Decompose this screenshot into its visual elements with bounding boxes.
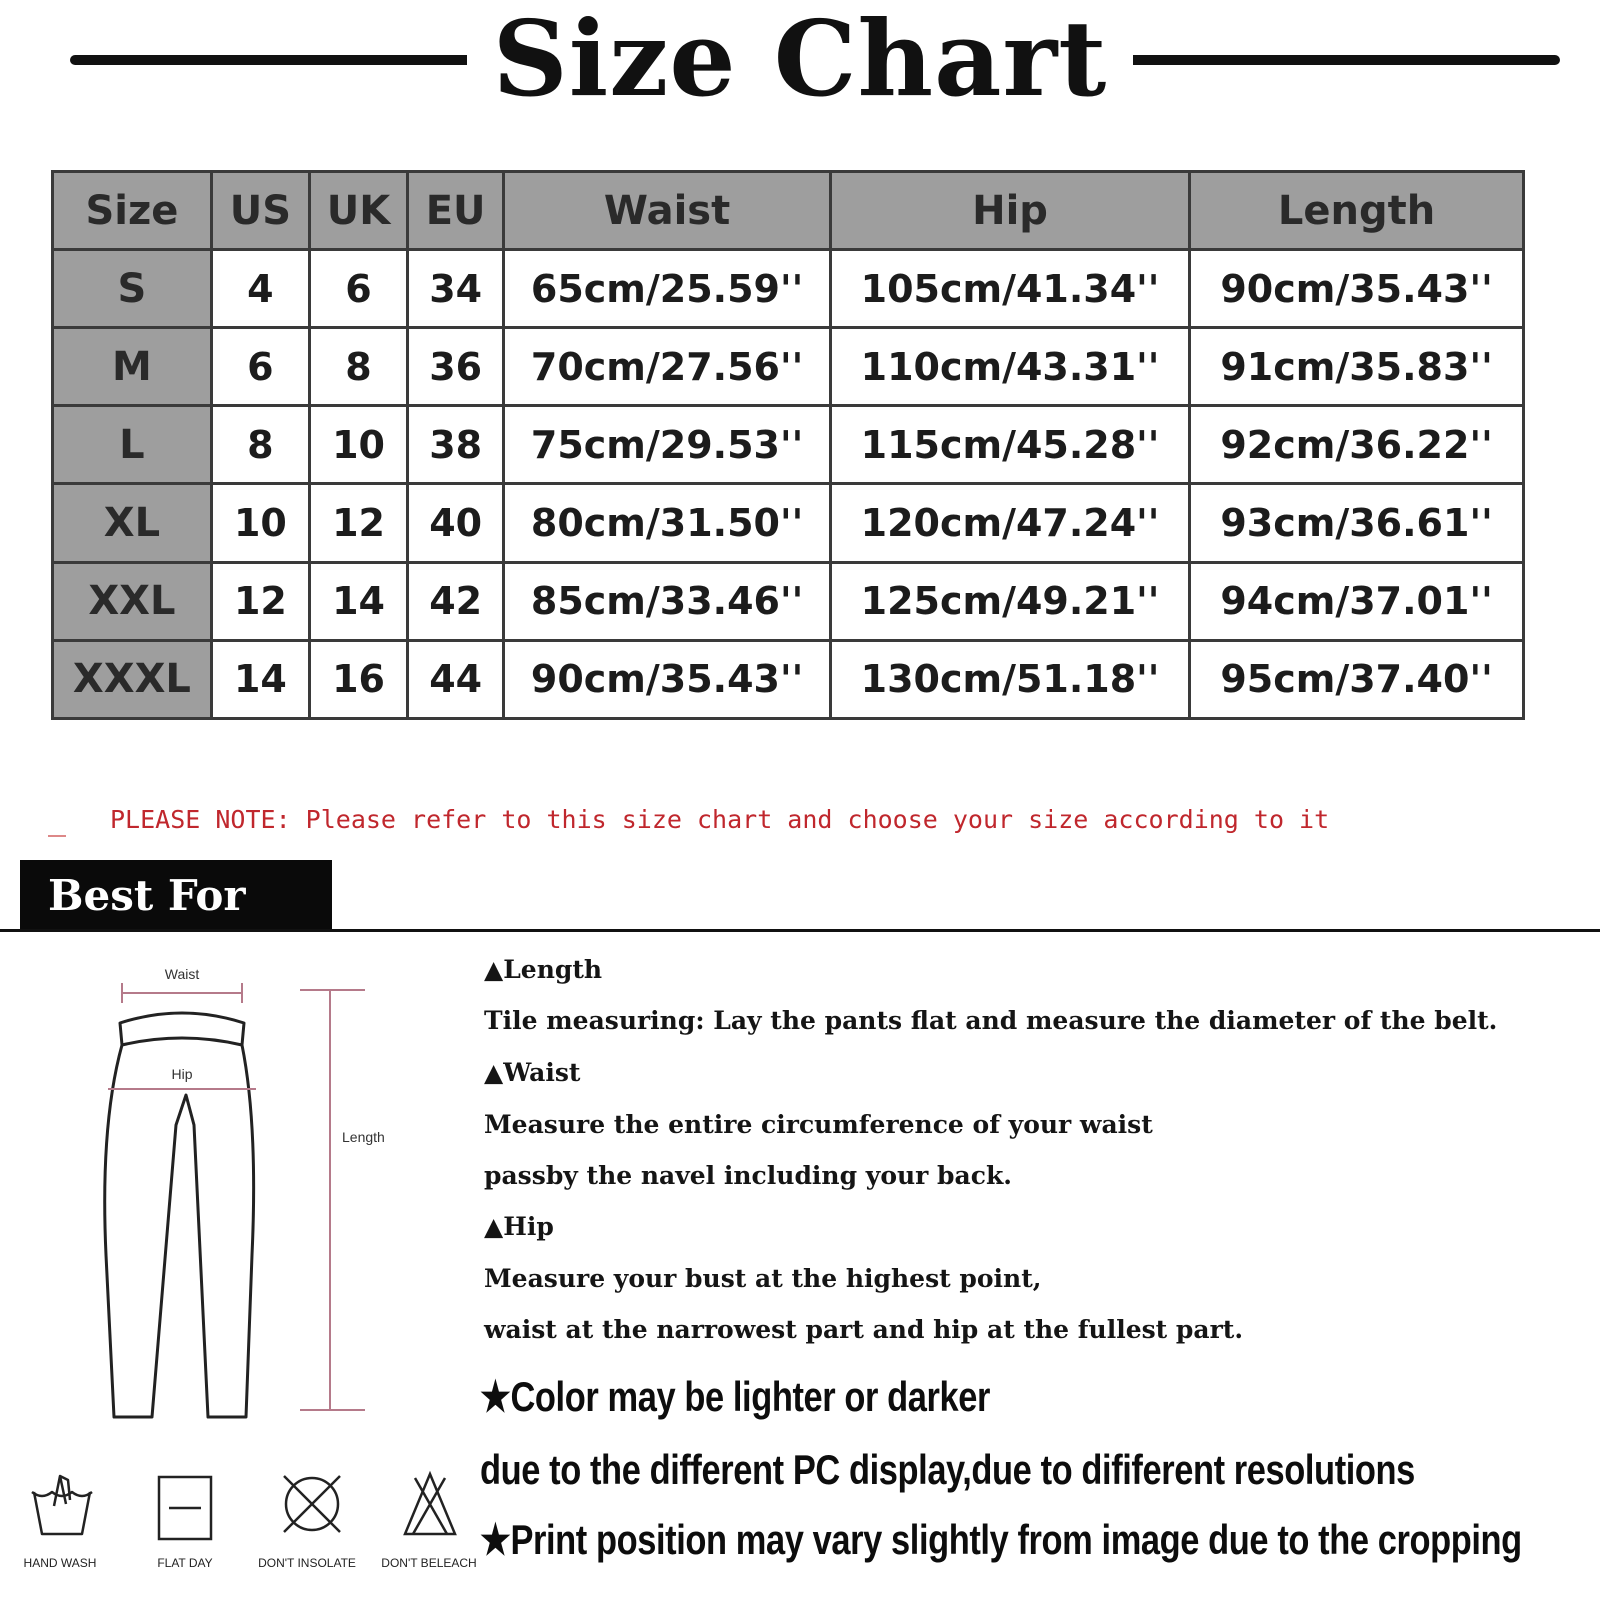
table-cell: 8 xyxy=(309,328,407,406)
size-cell: XL xyxy=(53,484,212,562)
table-cell: 115cm/45.28'' xyxy=(830,406,1189,484)
waist-text-2: passby the navel including your back. xyxy=(484,1161,1012,1190)
table-cell: 94cm/37.01'' xyxy=(1190,562,1524,640)
print-notice: ★Print position may vary slightly from image due to the cropping xyxy=(480,1516,1522,1563)
do-not-tumble-icon xyxy=(280,1472,344,1536)
table-row xyxy=(53,562,1524,640)
color-notice-1: ★Color may be lighter or darker xyxy=(480,1373,991,1420)
table-cell: 10 xyxy=(211,484,309,562)
care-label: FLAT DAY xyxy=(157,1556,213,1570)
size-cell: L xyxy=(53,406,212,484)
size-cell: XXL xyxy=(53,562,212,640)
table-cell: 90cm/35.43'' xyxy=(504,640,831,718)
table-cell: 6 xyxy=(309,250,407,328)
table-header-row xyxy=(53,172,1524,250)
hip-heading: ▲Hip xyxy=(484,1212,554,1241)
do-not-bleach-icon xyxy=(401,1470,459,1538)
table-cell: 4 xyxy=(211,250,309,328)
column-header: Length xyxy=(1190,172,1524,250)
care-label: DON'T BELEACH xyxy=(381,1556,477,1570)
table-cell: 70cm/27.56'' xyxy=(504,328,831,406)
size-cell: XXXL xyxy=(53,640,212,718)
section-rule xyxy=(0,929,1600,932)
table-cell: 80cm/31.50'' xyxy=(504,484,831,562)
column-header: Hip xyxy=(830,172,1189,250)
length-text: Tile measuring: Lay the pants flat and measure the diameter of the belt. xyxy=(484,1006,1498,1035)
waist-label: Waist xyxy=(164,966,200,982)
waist-measure-line xyxy=(122,983,242,1003)
size-note: PLEASE NOTE: Please refer to this size chart and choose your size according to it xyxy=(110,805,1330,834)
length-heading: ▲Length xyxy=(484,955,603,984)
flat-dry-icon xyxy=(157,1475,213,1541)
table-cell: 34 xyxy=(408,250,504,328)
table-cell: 75cm/29.53'' xyxy=(504,406,831,484)
table-cell: 10 xyxy=(309,406,407,484)
table-cell: 40 xyxy=(408,484,504,562)
column-header: Waist xyxy=(504,172,831,250)
table-row xyxy=(53,250,1524,328)
table-cell: 44 xyxy=(408,640,504,718)
table-cell: 14 xyxy=(211,640,309,718)
care-label: DON'T INSOLATE xyxy=(258,1556,356,1570)
table-cell: 6 xyxy=(211,328,309,406)
table-row xyxy=(53,328,1524,406)
table-row xyxy=(53,484,1524,562)
waist-heading: ▲Waist xyxy=(484,1058,581,1087)
table-cell: 130cm/51.18'' xyxy=(830,640,1189,718)
hip-text-2: waist at the narrowest part and hip at the fullest part. xyxy=(484,1315,1244,1344)
column-header: UK xyxy=(309,172,407,250)
table-cell: 12 xyxy=(211,562,309,640)
size-cell: M xyxy=(53,328,212,406)
table-cell: 12 xyxy=(309,484,407,562)
hip-text-1: Measure your bust at the highest point, xyxy=(484,1264,1042,1293)
table-cell: 105cm/41.34'' xyxy=(830,250,1189,328)
page-title xyxy=(0,0,1600,118)
hip-label: Hip xyxy=(171,1066,193,1082)
hand-wash-icon xyxy=(28,1470,96,1542)
table-cell: 95cm/37.40'' xyxy=(1190,640,1524,718)
table-cell: 91cm/35.83'' xyxy=(1190,328,1524,406)
note-dash xyxy=(48,835,66,837)
care-label: HAND WASH xyxy=(23,1556,97,1570)
table-cell: 38 xyxy=(408,406,504,484)
table-cell: 42 xyxy=(408,562,504,640)
size-table xyxy=(51,170,1525,720)
table-cell: 14 xyxy=(309,562,407,640)
length-label: Length xyxy=(342,1129,385,1145)
table-cell: 110cm/43.31'' xyxy=(830,328,1189,406)
length-measure-line xyxy=(300,990,365,1410)
waist-text-1: Measure the entire circumference of your waist xyxy=(484,1110,1153,1139)
table-cell: 120cm/47.24'' xyxy=(830,484,1189,562)
color-notice-2: due to the different PC display,due to dififerent resolutions xyxy=(480,1446,1415,1493)
table-cell: 65cm/25.59'' xyxy=(504,250,831,328)
pants-diagram xyxy=(90,955,410,1425)
column-header: US xyxy=(211,172,309,250)
table-row xyxy=(53,406,1524,484)
table-row xyxy=(53,640,1524,718)
page-title-text: Size Chart xyxy=(467,0,1134,120)
table-cell: 93cm/36.61'' xyxy=(1190,484,1524,562)
table-cell: 8 xyxy=(211,406,309,484)
table-cell: 90cm/35.43'' xyxy=(1190,250,1524,328)
table-cell: 85cm/33.46'' xyxy=(504,562,831,640)
section-title: Best For You xyxy=(20,860,332,930)
table-cell: 36 xyxy=(408,328,504,406)
table-cell: 16 xyxy=(309,640,407,718)
column-header: Size xyxy=(53,172,212,250)
size-cell: S xyxy=(53,250,212,328)
column-header: EU xyxy=(408,172,504,250)
table-cell: 125cm/49.21'' xyxy=(830,562,1189,640)
table-cell: 92cm/36.22'' xyxy=(1190,406,1524,484)
